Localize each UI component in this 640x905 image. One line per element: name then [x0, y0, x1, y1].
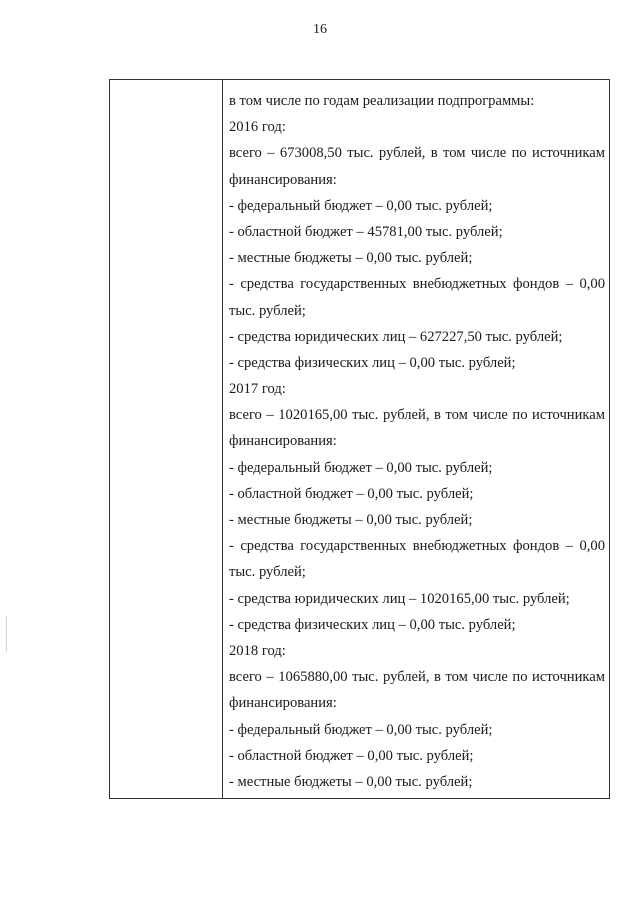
- text-line: всего – 1065880,00 тыс. рублей, в том числе по источникам: [229, 669, 605, 686]
- page-number: 16: [313, 22, 327, 37]
- text-line: - средства государственных внебюджетных фондов – 0,00: [229, 538, 605, 555]
- text-line: - областной бюджет – 0,00 тыс. рублей;: [229, 485, 474, 502]
- text-line: - местные бюджеты – 0,00 тыс. рублей;: [229, 773, 473, 790]
- text-line: - федеральный бюджет – 0,00 тыс. рублей;: [229, 197, 493, 214]
- funding-table: [109, 79, 610, 799]
- text-line: 2017 год:: [229, 381, 286, 398]
- text-line: - федеральный бюджет – 0,00 тыс. рублей;: [229, 721, 493, 738]
- text-line: - средства физических лиц – 0,00 тыс. рублей;: [229, 616, 516, 633]
- text-line: - федеральный бюджет – 0,00 тыс. рублей;: [229, 459, 493, 476]
- text-line: - областной бюджет – 0,00 тыс. рублей;: [229, 747, 474, 764]
- text-line: финансирования:: [229, 433, 337, 450]
- table-right-cell: [223, 80, 609, 798]
- scan-edge-mark: [6, 616, 7, 652]
- text-line: финансирования:: [229, 171, 337, 188]
- text-line: финансирования:: [229, 695, 337, 712]
- text-line: всего – 673008,50 тыс. рублей, в том числе по источникам: [229, 145, 605, 162]
- text-line: - областной бюджет – 45781,00 тыс. рублей;: [229, 223, 503, 240]
- text-line: - средства физических лиц – 0,00 тыс. рублей;: [229, 354, 516, 371]
- text-line: 2018 год:: [229, 642, 286, 659]
- text-line: - местные бюджеты – 0,00 тыс. рублей;: [229, 512, 473, 528]
- text-line: - средства юридических лиц – 627227,50 тыс. рублей;: [229, 328, 563, 345]
- text-line: всего – 1020165,00 тыс. рублей, в том числе по источникам: [229, 407, 605, 424]
- text-line: - средства государственных внебюджетных фондов – 0,00: [229, 276, 605, 293]
- text-line: тыс. рублей;: [229, 302, 306, 319]
- text-line: в том числе по годам реализации подпрограммы:: [229, 93, 535, 109]
- text-line: - местные бюджеты – 0,00 тыс. рублей;: [229, 250, 473, 267]
- table-left-cell: [110, 80, 223, 798]
- text-line: тыс. рублей;: [229, 564, 306, 581]
- text-line: 2016 год:: [229, 119, 286, 136]
- text-line: - средства юридических лиц – 1020165,00 тыс. рублей;: [229, 590, 570, 607]
